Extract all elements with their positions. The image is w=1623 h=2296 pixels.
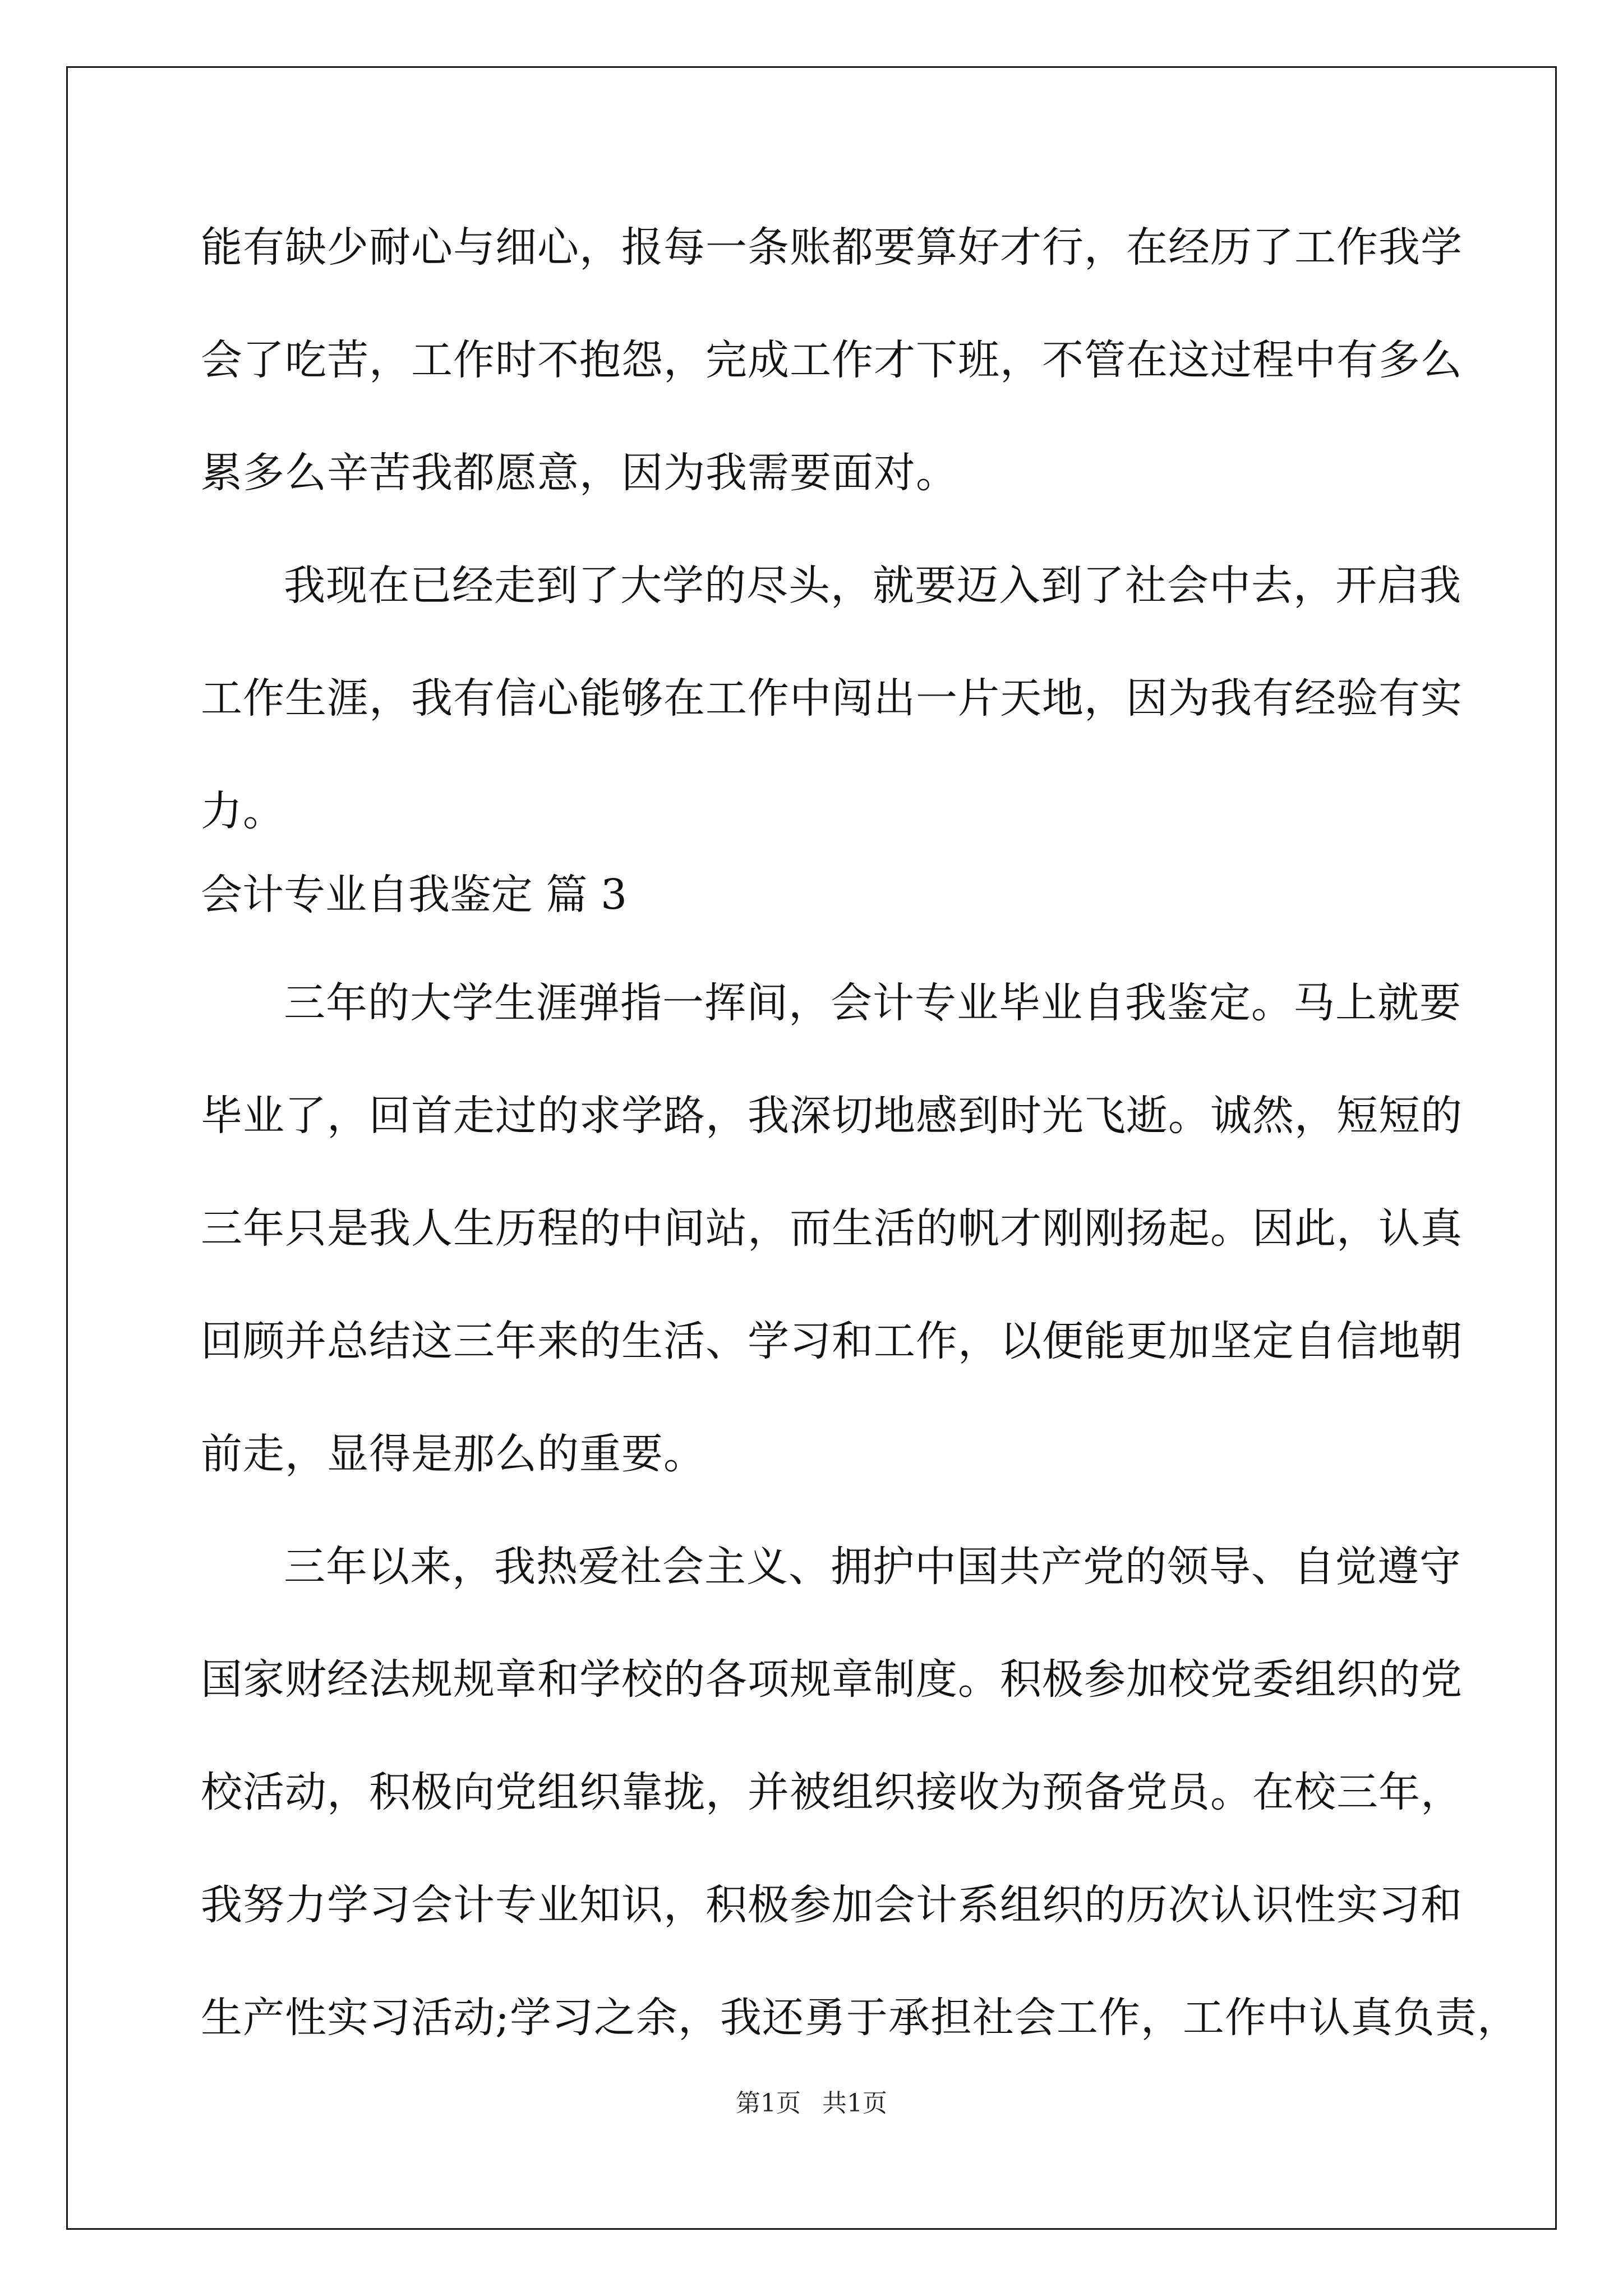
paragraph-line: 毕业了，回首走过的求学路，我深切地感到时光飞逝。诚然，短短的 — [201, 1092, 1463, 1140]
paragraph-line: 三年以来，我热爱社会主义、拥护中国共产党的领导、自觉遵守 — [284, 1543, 1461, 1591]
paragraph-line: 我现在已经走到了大学的尽头，就要迈入到了社会中去，开启我 — [284, 562, 1461, 610]
paragraph-line: 三年的大学生涯弹指一挥间，会计专业毕业自我鉴定。马上就要 — [284, 979, 1461, 1027]
paragraph-line: 工作生涯，我有信心能够在工作中闯出一片天地，因为我有经验有实 — [201, 674, 1463, 723]
section-heading: 会计专业自我鉴定 篇 3 — [201, 871, 628, 919]
paragraph-line: 会了吃苦，工作时不抱怨，完成工作才下班，不管在这过程中有多么 — [201, 336, 1463, 384]
paragraph-line: 能有缺少耐心与细心，报每一条账都要算好才行，在经历了工作我学 — [201, 223, 1463, 272]
paragraph-line: 前走，显得是那么的重要。 — [201, 1430, 706, 1478]
paragraph-line: 回顾并总结这三年来的生活、学习和工作，以便能更加坚定自信地朝 — [201, 1317, 1463, 1365]
paragraph-line: 生产性实习活动;学习之余，我还勇于承担社会工作，工作中认真负责， — [201, 1994, 1519, 2042]
page-footer — [0, 2087, 1623, 2120]
paragraph-line: 校活动，积极向党组织靠拢，并被组织接收为预备党员。在校三年， — [201, 1768, 1463, 1816]
page-number: 第1页 — [736, 2089, 801, 2118]
paragraph-line: 累多么辛苦我都愿意，因为我需要面对。 — [201, 449, 958, 497]
paragraph-line: 国家财经法规规章和学校的各项规章制度。积极参加校党委组织的党 — [201, 1655, 1463, 1704]
paragraph-line: 三年只是我人生历程的中间站，而生活的帆才刚刚扬起。因此，认真 — [201, 1204, 1463, 1253]
paragraph-line: 我努力学习会计专业知识，积极参加会计系组织的历次认识性实习和 — [201, 1881, 1463, 1929]
page-total: 共1页 — [822, 2089, 887, 2118]
paragraph-line: 力。 — [201, 787, 285, 835]
